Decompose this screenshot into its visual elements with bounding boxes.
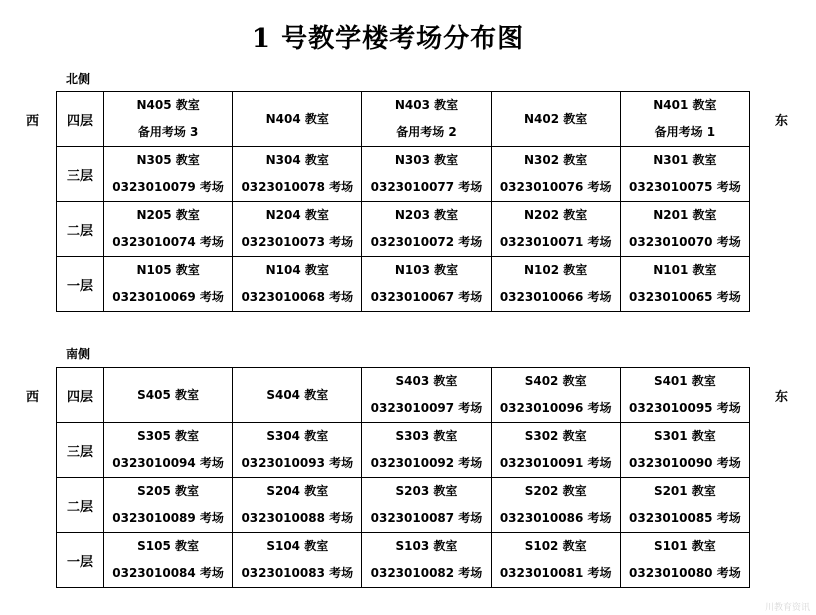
page-title: 1 号教学楼考场分布图 — [251, 24, 525, 54]
exam-room-id: 0323010092 考场 — [370, 456, 483, 470]
room-name: S403 教室 — [395, 374, 458, 388]
room-cell — [233, 92, 362, 147]
room-name: S104 教室 — [266, 539, 329, 553]
table-row — [57, 368, 750, 423]
room-cell — [233, 478, 362, 533]
room-name: S203 教室 — [395, 484, 458, 498]
section-label-south: 南侧 — [66, 347, 91, 361]
room-cell — [104, 202, 233, 257]
east-label-south: 东 — [775, 390, 789, 405]
room-name: S405 教室 — [137, 387, 200, 402]
room-name: N205 教室 — [136, 208, 200, 222]
room-cell — [620, 257, 749, 312]
room-cell — [491, 478, 620, 533]
exam-room-id: 0323010091 考场 — [499, 456, 612, 470]
room-cell — [620, 92, 749, 147]
exam-room-id: 0323010075 考场 — [629, 180, 741, 194]
room-name: N105 教室 — [136, 263, 200, 277]
east-label-north: 东 — [775, 114, 789, 129]
room-cell — [233, 368, 362, 423]
room-name: N103 教室 — [394, 263, 459, 277]
floor-label: 一层 — [57, 257, 104, 312]
exam-room-id: 0323010080 考场 — [629, 566, 741, 580]
room-cell — [491, 423, 620, 478]
exam-room-id: 0323010073 考场 — [241, 235, 354, 249]
exam-room-id: 0323010094 考场 — [112, 456, 224, 470]
room-name: S105 教室 — [137, 539, 200, 553]
room-cell — [620, 533, 749, 588]
room-name: N302 教室 — [524, 153, 588, 167]
room-cell — [491, 92, 620, 147]
exam-room-id: 0323010084 考场 — [112, 566, 224, 580]
room-cell — [362, 478, 491, 533]
room-cell — [362, 533, 491, 588]
room-cell — [362, 147, 491, 202]
exam-room-id: 0323010071 考场 — [499, 235, 612, 249]
room-name: N102 教室 — [524, 263, 588, 277]
room-cell — [491, 147, 620, 202]
exam-room-id: 0323010095 考场 — [629, 401, 741, 415]
room-cell — [362, 92, 491, 147]
exam-room-id: 备用考场 2 — [396, 125, 457, 139]
floor-label: 三层 — [57, 423, 104, 478]
exam-room-id: 0323010093 考场 — [241, 456, 354, 470]
room-name: N405 教室 — [136, 98, 200, 112]
floor-label: 三层 — [57, 147, 104, 202]
room-name: S401 教室 — [653, 374, 716, 388]
room-cell — [233, 257, 362, 312]
exam-room-id: 0323010088 考场 — [241, 511, 354, 525]
room-name: N104 教室 — [265, 263, 329, 277]
room-name: N402 教室 — [524, 111, 588, 126]
room-name: S201 教室 — [653, 484, 716, 498]
exam-room-id: 0323010066 考场 — [499, 290, 612, 304]
room-name: S102 教室 — [524, 539, 587, 553]
room-cell — [104, 423, 233, 478]
exam-room-id: 备用考场 3 — [137, 125, 199, 139]
room-name: N301 教室 — [653, 153, 717, 167]
room-name: S101 教室 — [653, 539, 716, 553]
room-name: S301 教室 — [653, 429, 716, 443]
table-row — [57, 202, 750, 257]
table-row — [57, 478, 750, 533]
room-name: S304 教室 — [266, 429, 329, 443]
exam-room-id: 0323010067 考场 — [370, 290, 483, 304]
room-name: N303 教室 — [394, 153, 459, 167]
west-label-north: 西 — [26, 114, 40, 129]
exam-room-id: 0323010079 考场 — [112, 180, 224, 194]
table-row — [57, 257, 750, 312]
room-name: S205 教室 — [137, 484, 200, 498]
exam-room-id: 0323010074 考场 — [112, 235, 224, 249]
room-name: N201 教室 — [653, 208, 717, 222]
room-name: N204 教室 — [265, 208, 329, 222]
room-cell — [362, 202, 491, 257]
room-cell — [491, 202, 620, 257]
room-cell — [233, 147, 362, 202]
room-cell — [104, 533, 233, 588]
table-row — [57, 423, 750, 478]
exam-room-id: 0323010076 考场 — [499, 180, 612, 194]
room-cell — [104, 478, 233, 533]
room-cell — [362, 423, 491, 478]
floor-label: 四层 — [57, 92, 104, 147]
room-cell — [233, 533, 362, 588]
room-name: N101 教室 — [653, 263, 717, 277]
exam-room-id: 备用考场 1 — [654, 125, 716, 139]
room-name: N404 教室 — [265, 111, 329, 126]
exam-room-id: 0323010090 考场 — [629, 456, 741, 470]
room-name: S103 教室 — [395, 539, 458, 553]
watermark: 川教育资讯 — [764, 603, 810, 613]
table-row — [57, 533, 750, 588]
room-name: N203 教室 — [394, 208, 459, 222]
room-name: S302 教室 — [524, 429, 587, 443]
room-cell — [491, 368, 620, 423]
exam-room-id: 0323010077 考场 — [370, 180, 483, 194]
room-name: S202 教室 — [524, 484, 587, 498]
room-cell — [620, 202, 749, 257]
west-label-south: 西 — [26, 390, 40, 405]
room-name: S303 教室 — [395, 429, 458, 443]
floor-label: 一层 — [57, 533, 104, 588]
room-name: S404 教室 — [266, 387, 329, 402]
room-name: S305 教室 — [137, 429, 200, 443]
exam-room-id: 0323010078 考场 — [241, 180, 354, 194]
exam-room-id: 0323010069 考场 — [112, 290, 224, 304]
floor-label: 四层 — [57, 368, 104, 423]
exam-room-id: 0323010065 考场 — [629, 290, 741, 304]
table-row — [57, 92, 750, 147]
room-cell — [233, 202, 362, 257]
room-cell — [362, 368, 491, 423]
room-cell — [620, 147, 749, 202]
room-cell — [491, 533, 620, 588]
room-name: N305 教室 — [136, 153, 200, 167]
room-name: N403 教室 — [394, 98, 459, 112]
room-name: S402 教室 — [524, 374, 587, 388]
room-cell — [620, 368, 749, 423]
exam-room-id: 0323010089 考场 — [112, 511, 224, 525]
exam-room-id: 0323010087 考场 — [370, 511, 483, 525]
room-name: S204 教室 — [266, 484, 329, 498]
floor-label: 二层 — [57, 478, 104, 533]
room-cell — [233, 423, 362, 478]
room-cell — [491, 257, 620, 312]
room-cell — [104, 92, 233, 147]
exam-room-id: 0323010070 考场 — [629, 235, 741, 249]
room-cell — [620, 478, 749, 533]
exam-room-id: 0323010068 考场 — [241, 290, 354, 304]
room-cell — [104, 368, 233, 423]
exam-room-id: 0323010096 考场 — [499, 401, 612, 415]
exam-room-id: 0323010072 考场 — [370, 235, 483, 249]
exam-room-id: 0323010097 考场 — [370, 401, 483, 415]
room-name: N202 教室 — [524, 208, 588, 222]
room-cell — [104, 257, 233, 312]
room-name: N401 教室 — [653, 98, 717, 112]
room-name: N304 教室 — [265, 153, 329, 167]
exam-room-id: 0323010086 考场 — [499, 511, 612, 525]
exam-room-id: 0323010082 考场 — [370, 566, 483, 580]
floor-label: 二层 — [57, 202, 104, 257]
room-cell — [620, 423, 749, 478]
exam-room-id: 0323010083 考场 — [241, 566, 354, 580]
exam-room-id: 0323010085 考场 — [629, 511, 741, 525]
north-floor-table — [56, 91, 750, 312]
room-cell — [104, 147, 233, 202]
section-label-north: 北侧 — [66, 72, 91, 86]
room-cell — [362, 257, 491, 312]
exam-room-id: 0323010081 考场 — [499, 566, 612, 580]
south-floor-table — [56, 367, 750, 588]
table-row — [57, 147, 750, 202]
